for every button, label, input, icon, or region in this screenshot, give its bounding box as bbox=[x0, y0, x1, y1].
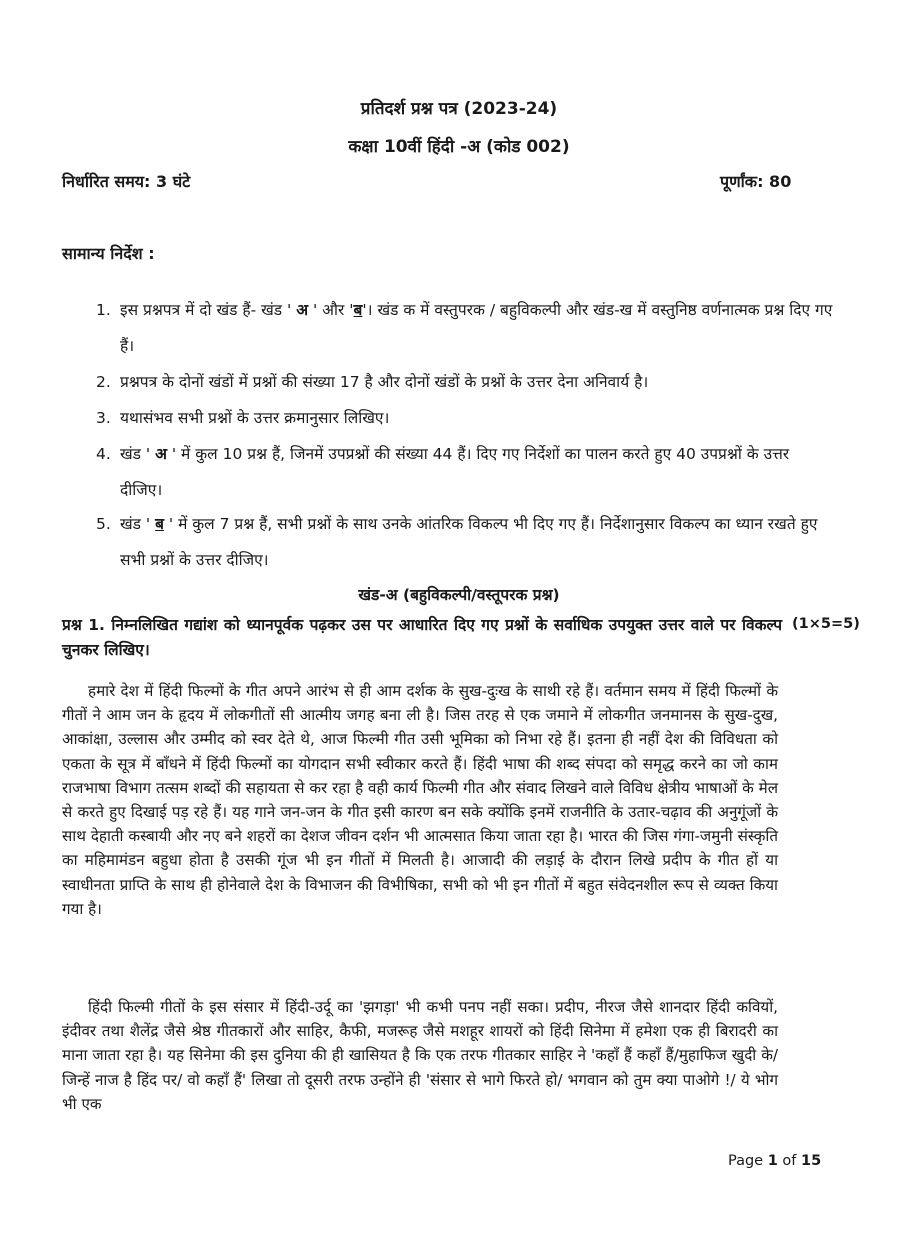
instruction-text-part: ' में कुल 10 प्रश्न हैं, जिनमें उपप्रश्नों की संख्या 44 हैं। दिए गए निर्देशों का पालन करते हुए 40 उपप्रश्नों के उत्तर दीजिए। bbox=[120, 445, 790, 499]
instruction-text-part: इस प्रश्नपत्र में दो खंड हैं- खंड ' bbox=[120, 301, 297, 319]
instruction-number: 3. bbox=[96, 409, 111, 427]
question-1-marks: (1×5=5) bbox=[792, 616, 860, 632]
instruction-text: प्रश्नपत्र के दोनों खंडों में प्रश्नों की संख्या 17 है और दोनों खंडों के प्रश्नों के उत्तर देना अनिवार्य है। bbox=[120, 373, 649, 391]
time-allowed: निर्धारित समय: 3 घंटे bbox=[62, 172, 191, 191]
instruction-number: 5. bbox=[96, 515, 111, 533]
instruction-text bbox=[120, 506, 836, 578]
max-marks: पूर्णांक: 80 bbox=[720, 172, 792, 191]
instruction-text-part: ' और ' bbox=[308, 301, 354, 319]
instruction-item-4 bbox=[96, 436, 836, 508]
section-a-heading: खंड-अ (बहुविकल्पी/वस्तूपरक प्रश्न) bbox=[358, 586, 560, 604]
general-instructions-heading: सामान्य निर्देश : bbox=[62, 244, 155, 263]
page-number bbox=[728, 1153, 821, 1169]
instruction-text-part: '। खंड क में वस्तुपरक / बहुविकल्पी और खंड-ख में वस्तुनिष्ठ वर्णनात्मक प्रश्न दिए गए हैं। bbox=[120, 301, 833, 355]
paper-title: प्रतिदर्श प्रश्न पत्र (2023-24) bbox=[360, 99, 558, 119]
instruction-text-part: खंड ' bbox=[120, 515, 156, 533]
instruction-number: 1. bbox=[96, 301, 111, 319]
current-page: 1 bbox=[767, 1153, 778, 1169]
question-1-prompt: प्रश्न 1. निम्नलिखित गद्यांश को ध्यानपूर्वक पढ़कर उस पर आधारित दिए गए प्रश्नों के सर्वाधिक उपयुक्त उत्तर वाले पर विकल्प चुनकर लिखिए। bbox=[62, 616, 782, 659]
instruction-text bbox=[120, 436, 836, 508]
instruction-item-3 bbox=[96, 400, 836, 436]
page-of-label: of bbox=[777, 1153, 802, 1169]
section-a-marker: अ bbox=[296, 301, 309, 319]
instruction-number: 2. bbox=[96, 373, 111, 391]
instruction-text-part: खंड ' bbox=[120, 445, 156, 463]
instruction-text: यथासंभव सभी प्रश्नों के उत्तर क्रमानुसार लिखिए। bbox=[120, 409, 390, 427]
instruction-number: 4. bbox=[96, 445, 111, 463]
section-b-marker: ब bbox=[353, 301, 363, 319]
class-subtitle: कक्षा 10वीं हिंदी -अ (कोड 002) bbox=[348, 137, 570, 157]
instruction-item-5 bbox=[96, 506, 836, 578]
page-label: Page bbox=[728, 1153, 768, 1169]
total-pages: 15 bbox=[801, 1153, 822, 1169]
instruction-item-1 bbox=[96, 292, 836, 364]
passage-paragraph-2: हिंदी फिल्मी गीतों के इस संसार में हिंदी-उर्दू का 'झगड़ा' भी कभी पनप नहीं सका। प्रदीप, नीरज जैसे शानदार हिंदी कवियों, इंदीवर तथा शैलेंद्र जैसे श्रेष्ठ गीतकारों और साहिर, कैफी, मजरूह जैसे मशहूर शायरों को हिंदी सिनेमा में हमेशा एक ही बिरादरी का माना जाता रहा है। यह सिनेमा की इस दुनिया की ही खासियत है कि एक तरफ गीतकार साहिर ने 'कहाँ हैं कहाँ हैं/मुहाफिज खुदी के/ जिन्हें नाज है हिंद पर/ वो कहाँ हैं' लिखा तो दूसरी तरफ उन्होंने ही 'संसार से भागे फिरते हो/ भगवान को तुम क्या पाओगे !/ ये भोग भी एक bbox=[62, 998, 778, 1113]
instruction-item-2 bbox=[96, 364, 836, 400]
section-b-marker: ब bbox=[155, 515, 164, 533]
section-a-marker: अ bbox=[155, 445, 167, 463]
instruction-text-part: ' में कुल 7 प्रश्न हैं, सभी प्रश्नों के साथ उनके आंतरिक विकल्प भी दिए गए हैं। निर्देशानुसार विकल्प का ध्यान रखते हुए सभी प्रश्नों के उत्तर दीजिए। bbox=[120, 515, 818, 569]
passage-paragraph-1: हमारे देश में हिंदी फिल्मों के गीत अपने आरंभ से ही आम दर्शक के सुख-दुःख के साथी रहे हैं। वर्तमान समय में हिंदी फिल्मों के गीतों ने आम जन के हृदय में लोकगीतों सी आत्मीय जगह बना ली है। जिस तरह से एक जमाने में लोकगीत जनमानस के सुख-दुख, आकांक्षा, उल्लास और उम्मीद को स्वर देते थे, आज फिल्मी गीत उसी भूमिका को निभा रहे हैं। इतना ही नहीं देश की विविधता को एकता के सूत्र में बाँधने में हिंदी फिल्मों का योगदान सभी स्वीकार करते हैं। हिंदी भाषा की शब्द संपदा को समृद्ध करने का जो काम राजभाषा विभाग तत्सम शब्दों की सहायता से कर रहा है वही कार्य फिल्मी गीत और संवाद लिखने वाले विविध क्षेत्रीय भाषाओं के मेल से करते हुए दिखाई पड़ रहे हैं। यह गाने जन-जन के गीत इसी कारण बन सके क्योंकि इनमें राजनीति के उतार-चढ़ाव की अनुगूंजों के साथ देहाती कस्बायी और नए बने शहरों का देशज जीवन दर्शन भी आत्मसात किया जाता रहा है। भारत की जिस गंगा-जमुनी संस्कृति का महिमामंडन बहुधा होता है उसकी गूंज भी इन गीतों में मिलती है। आजादी की लड़ाई के दौरान लिखे प्रदीप के गीत हों या स्वाधीनता प्राप्ति के साथ ही होनेवाले देश के विभाजन की विभीषिका, सभी को भी इन गीतों में बहुत संवेदनशील रूप से व्यक्त किया गया है। bbox=[62, 682, 778, 918]
instruction-text bbox=[120, 292, 836, 364]
